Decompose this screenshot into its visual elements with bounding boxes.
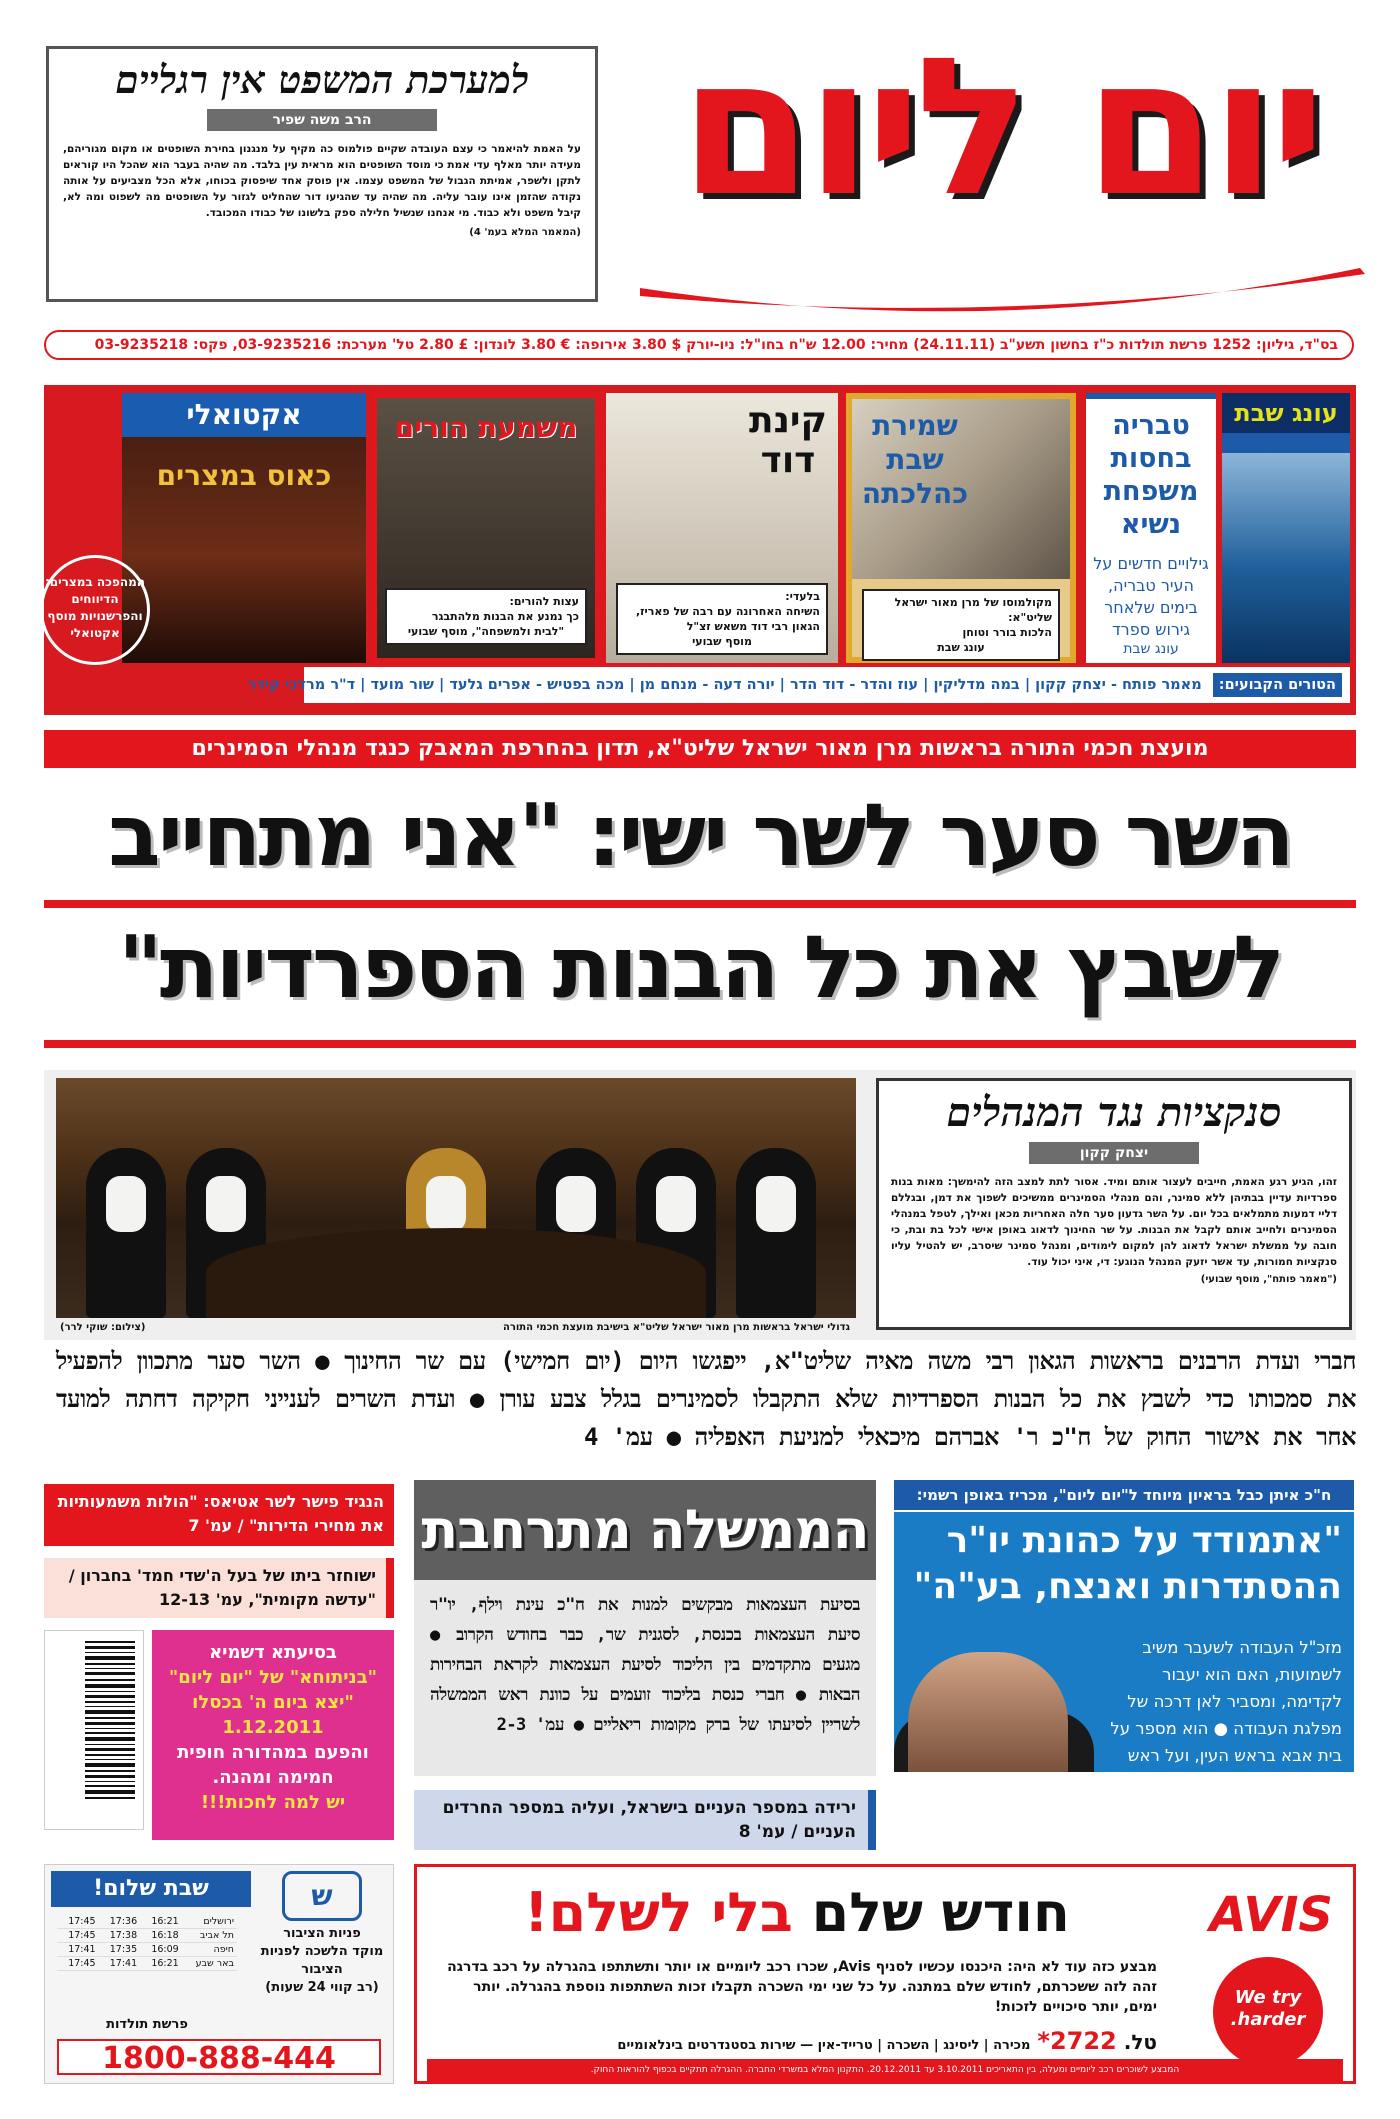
promo-oneg-shabbat[interactable]: [1222, 393, 1350, 663]
shabbat-cell-city: חיפה: [182, 1943, 237, 1957]
shas-note: (רב קווי 24 שעות): [265, 1980, 379, 1995]
avis-tel-number: 2722*: [1037, 2027, 1117, 2055]
shabbat-cell-city: באר שבע: [182, 1957, 237, 1971]
sanctions-column: [876, 1078, 1352, 1330]
bnei-line-6: יש למה לחכות!!!: [200, 1792, 346, 1813]
caption-foot: עונג שבת: [937, 641, 985, 654]
avis-slogan: We try harder.: [1213, 1957, 1323, 2067]
avis-headline-red: בלי לשלם!: [524, 1881, 793, 1944]
shabbat-times-row: [57, 1957, 237, 1971]
shabbat-cell-in: 16:09: [140, 1943, 182, 1957]
promo-kinat-caption: [616, 583, 828, 655]
opinion-title: למערכת המשפט אין רגליים: [115, 57, 529, 102]
shabbat-cell-in: 16:21: [140, 1957, 182, 1971]
promo-tveria[interactable]: [1086, 393, 1216, 663]
photo-figure: [736, 1148, 816, 1318]
sanctions-body: זהו, הגיע רגע האמת, חייבים לעצור אותם ומיד. אסור לתת למצב הזה להימשך: מאות בנות ספרדיות עדיין בבתיהן ללא סמינר, והם מנהלי הסמינרים ממשיכים לשפוך את דמן, ובגללם דליי דמעות מתמלאים בכל יום. על השר גדעון סער חלה האחריות מכאן ואילך, לטפל במנהלי הסמינרים ולחייב אותם לקבל את הבנות. על שר החינוך לדאוג באופן אישי לכל בת ובת, כי חובה על ממשלת ישראל לדאוג להן למקום לימודים, ומנהל סמינר שיסרב, יש להטיל עליו סנקציות חמורות, עד אשר יזעק המנהל הנוגע: די, איני יכול עוד.: [891, 1176, 1337, 1268]
shabbat-times-table: [57, 1915, 237, 1971]
shabbat-cell-in: 16:18: [140, 1929, 182, 1943]
interview-kicker: ח"כ איתן כבל בראיון מיוחד ל"יום ליום", מכריז באופן רשמי:: [894, 1480, 1354, 1510]
caption-title: עצות להורים:: [509, 595, 579, 608]
shabbat-cell-out: 17:41: [99, 1957, 141, 1971]
caption-title: בלעדי:: [785, 590, 820, 603]
avis-offer: מבצע כזה עוד לא היה: היכנסו עכשיו לסניף Avis, שכרו רכב ליומיים או יותר ותשתתפו בהגרלה על רכב בדרגה זהה לזה ששכרתם, לחודש שלם במתנה. על כל שני ימי השכרה תקבלו זכות השתתפות נוספת בהגרלה. יותר ימים, יותר סיכויים לזכות!: [447, 1959, 1157, 2015]
caption-foot: "לבית ולמשפחה", מוסף שבועי: [407, 625, 565, 638]
bnei-line-3: "יצא ביום ה' בכסלו: [192, 1692, 354, 1713]
opinion-box: [46, 46, 598, 302]
poverty-teaser[interactable]: ירידה במספר העניים בישראל, ועליה במספר החרדים העניים / עמ' 8: [414, 1790, 876, 1850]
headline-line-1: השר סער לשר ישי: "אני מתחייב: [108, 786, 1292, 886]
masthead-swoosh: [620, 248, 1380, 318]
shabbat-cell-out: 17:38: [99, 1929, 141, 1943]
bnei-line-5: והפעם במהדורה חופית חמימה ומהנה.: [177, 1742, 369, 1788]
promo-tveria-foot: עונג שבת: [1123, 641, 1179, 657]
promo-mishmaat-head: משמעת הורים: [394, 411, 578, 444]
opinion-author: הרב משה שפיר: [207, 109, 437, 131]
avis-tel-label: טל.: [1123, 2030, 1157, 2054]
avis-tel-note: מכירה | ליסינג | השכרה | טרייד-אין — שירות בסטנדרטים בינלאומיים: [617, 2038, 1031, 2053]
shas-body: מוקד הלשכה לפניות הציבור: [260, 1944, 384, 1977]
shas-logo-icon: ש: [282, 1871, 362, 1921]
shabbat-cell-in: 16:21: [140, 1915, 182, 1929]
caption-body: השיחה האחרונה עם רבה של פאריז, הגאון רבי דוד משאש זצ"ל: [635, 605, 820, 633]
opinion-source: (המאמר המלא בעמ' 4): [469, 227, 581, 238]
lead-paragraph: חברי ועדת הרבנים בראשות הגאון רבי משה מאיה שליט"א, ייפגשו היום (יום חמישי) עם שר החינוך ● השר סער מתכוון להפעיל את סמכותו כדי לשבץ את כל הבנות הספרדיות שלא התקבלו לסמינרים בגלל צבע עורן ● ועדת השרים לענייני חקיקה דחתה למועד אחר את אישור החוק של ח"כ ר' אברהם מיכאלי למניעת האפליה ● עמ' 4: [56, 1347, 1356, 1451]
columnists-label: הטורים הקבועים:: [1213, 673, 1342, 697]
supplements-strip: [44, 385, 1356, 715]
avis-logo: AVIS: [1209, 1887, 1333, 1943]
portrait-photo: [908, 1652, 1068, 1772]
promo-shmirat-caption: [862, 589, 1060, 661]
photo-credit: (צילום: שוקי לרר): [60, 1322, 146, 1333]
caption-body: הלכות בורר וטוחן: [962, 626, 1052, 639]
promo-mishmaat-caption: [385, 588, 587, 645]
sanctions-source: ("מאמר פותח", מוסף שבועי): [1200, 1274, 1337, 1285]
shabbat-times-row: [57, 1929, 237, 1943]
shabbat-cell-rt: 17:45: [57, 1957, 99, 1971]
bnei-line-1: בסיעתא דשמיא: [209, 1642, 337, 1663]
divider: [44, 1040, 1356, 1048]
interview-headline: "אתמודד על כהונת יו"ר ההסתדרות ואנצח, בע"ה": [913, 1520, 1342, 1607]
promo-shmirat-head: שמירת שבת כהלכתה: [861, 409, 969, 510]
hotline-phone[interactable]: 1800-888-444: [57, 2039, 381, 2075]
caption-title: מקולמוסו של מרן מאור ישראל שליט"א:: [894, 596, 1052, 624]
lake-photo: [1222, 453, 1350, 663]
promo-aktuali-badge: המהפכה במצרים: הדיווחים והפרשנויות מוסף אקטואלי: [40, 555, 150, 665]
shabbat-times-row: [57, 1943, 237, 1957]
fisher-teaser[interactable]: הנגיד פישר לשר אטיאס: "הולות משמעותיות את מחירי הדירות" / עמ' 7: [44, 1484, 394, 1546]
promo-kinat-head: קינת דוד: [748, 400, 827, 481]
parasha-name: פרשת תולדות: [106, 2017, 188, 2032]
newspaper-title: יום ליום: [679, 17, 1320, 238]
interview-body: מזכ"ל העבודה לשעבר משיב לשמועות, האם הוא יעבור לקדימה, ומסביר לאן דרכה של מפלגת העבודה ● הוא מספר על בית אבא בראש העין, ועל ראש הישיבה הגאון הגדול רבי יששכר מאיר זצ"ל ● הראיון המלא ב"מוסף שבועי": [1110, 1638, 1342, 1846]
rabbis-meeting-photo: [56, 1078, 856, 1318]
issue-info-bar: בס"ד, גיליון: 1252 פרשת תולדות כ"ז בחשון תשע"ב (24.11.11) מחיר: 12.00 ש"ח בחו"ל: ניו-יורק $ 3.80 אירופה: € 3.80 לונדון: £ 2.80 טל' מערכת: 03-9235216, פקס: 03-9235218: [44, 330, 1354, 360]
promo-kinat-david[interactable]: [606, 393, 838, 663]
masthead: [620, 18, 1380, 308]
shabbat-cell-city: תל אביב: [182, 1929, 237, 1943]
photo-caption: גדולי ישראל בראשות מרן מאור ישראל שליט"א בישיבת מועצת חכמי התורה: [502, 1322, 850, 1333]
columnists-list: מאמר פותח - יצחק קקון | במה מדליקין | עוז והדר - דוד הדר | יורה דעה - מנחם מן | מכה בפטיש - אפרים גלעד | שור מועד | ד"ר מרדכי קידר: [247, 677, 1202, 693]
headline-line-2: לשבץ את כל הבנות הספרדיות": [117, 918, 1282, 1018]
photo-figure: [86, 1148, 166, 1318]
avis-fine-print: המבצע לשוכרים רכב ליומיים ומעלה, בין התאריכים 3.10.2011 עד 20.12.2011. התקנון המלא במשרדי החברה. ההגרלה תתקיים בכפוף להוראות החוק.: [427, 2059, 1343, 2081]
headline-kicker: מועצת חכמי התורה בראשות מרן מאור ישראל שליט"א, תדון בהחרפת המאבק כנגד מנהלי הסמינרים: [44, 730, 1356, 768]
shabbat-cell-rt: 17:45: [57, 1915, 99, 1929]
shabbat-times-row: [57, 1915, 237, 1929]
columnists-bar: [247, 667, 1350, 703]
coalition-headline: הממשלה מתרחבת: [414, 1480, 876, 1580]
avis-ad[interactable]: [414, 1864, 1356, 2084]
caption-body: כך נמנע את הבנות מלהתבגר: [431, 610, 579, 623]
bnei-line-2: "בניתוחא" של "יום ליום": [168, 1667, 378, 1688]
barcode-icon: [45, 1631, 143, 1829]
caption-foot: מוסף שבועי: [692, 635, 752, 648]
shas-hotline: [257, 1871, 387, 2011]
opinion-body: על האמת להיאמר כי עצם העובדה שקיים פולמוס כה מקיף על מנגנון בחירת השופטים או מקום מגוריהם, מעידה יותר מאלף עדי אמת כי מוסד השופטים הוא מראית עין בלבד. מה שהיה בעבר הוא שהכל היו קוראים לתקן ולשפר, אמיתת הגבול של המשפט עצמו. אין פוסק אחד שיפסוק בכוחו, אלא הכל מצביעים על אותה נקודה שהזמן אינו עובר עליה. מה שהיה עד שהגיעו דור שהחליט לגזור על השופטים מה לשפוט ומה לא, קיבל משפט ולא כבוד. מי אנחנו שנשיל חלילה ספק בלשונו של כבודו המכובד.: [63, 143, 581, 219]
interview-box[interactable]: [894, 1512, 1354, 1846]
shabbat-times-box: [44, 1864, 394, 2084]
shabbat-cell-out: 17:36: [99, 1915, 141, 1929]
sanctions-author: יצחק קקון: [1029, 1142, 1199, 1164]
promo-shmirat-shabbat[interactable]: [846, 393, 1076, 663]
bnei-promo[interactable]: [152, 1630, 394, 1840]
promo-oneg-title: עונג שבת: [1222, 393, 1350, 433]
shabbat-cell-city: ירושלים: [182, 1915, 237, 1929]
promo-tveria-head: טבריה בחסות משפחת נשיא: [1103, 410, 1199, 540]
photo-table: [206, 1228, 706, 1318]
promo-aktuali[interactable]: [122, 393, 366, 663]
avis-headline: [437, 1881, 1157, 1944]
shas-title: פניות הציבור: [283, 1926, 361, 1941]
promo-aktuali-head: כאוס במצרים: [156, 459, 332, 492]
bnei-line-4: 1.12.2011: [222, 1717, 324, 1738]
divider: [44, 900, 1356, 908]
promo-tveria-sub: גילויים חדשים על העיר טבריה, בימים שלאחר גירוש ספרד: [1093, 554, 1209, 639]
sanctions-title: סנקציות נגד המנהלים: [946, 1089, 1282, 1136]
avis-headline-black: חודש שלם: [811, 1881, 1070, 1944]
promo-mishmaat-horim[interactable]: [372, 393, 600, 663]
avis-phone[interactable]: [437, 2027, 1157, 2055]
hebron-teaser[interactable]: ישוחזר ביתו של בעל ה'שדי חמד' בחברון / "עדשה מקומית", עמ' 12-13: [44, 1558, 394, 1618]
barcode: [44, 1630, 144, 1830]
shabbat-cell-rt: 17:41: [57, 1943, 99, 1957]
coalition-body: בסיעת העצמאות מבקשים למנות את ח"כ עינת וילף, יו"ר סיעת העצמאות בכנסת, לסגנית שר, כבר בחודש הקרוב ● מגעים מתקדמים בין הליכוד לסיעת העצמאות לקראת הבחירות הבאות ● חברי כנסת בליכוד זועמים על כוונת ראש הממשלה לשריין לסיעתו של ברק מקומות ריאליים ● עמ' 2-3: [414, 1580, 876, 1776]
shabbat-cell-out: 17:35: [99, 1943, 141, 1957]
shabbat-title: שבת שלום!: [51, 1871, 251, 1907]
promo-aktuali-bar: אקטואלי: [122, 393, 366, 437]
shabbat-cell-rt: 17:45: [57, 1929, 99, 1943]
